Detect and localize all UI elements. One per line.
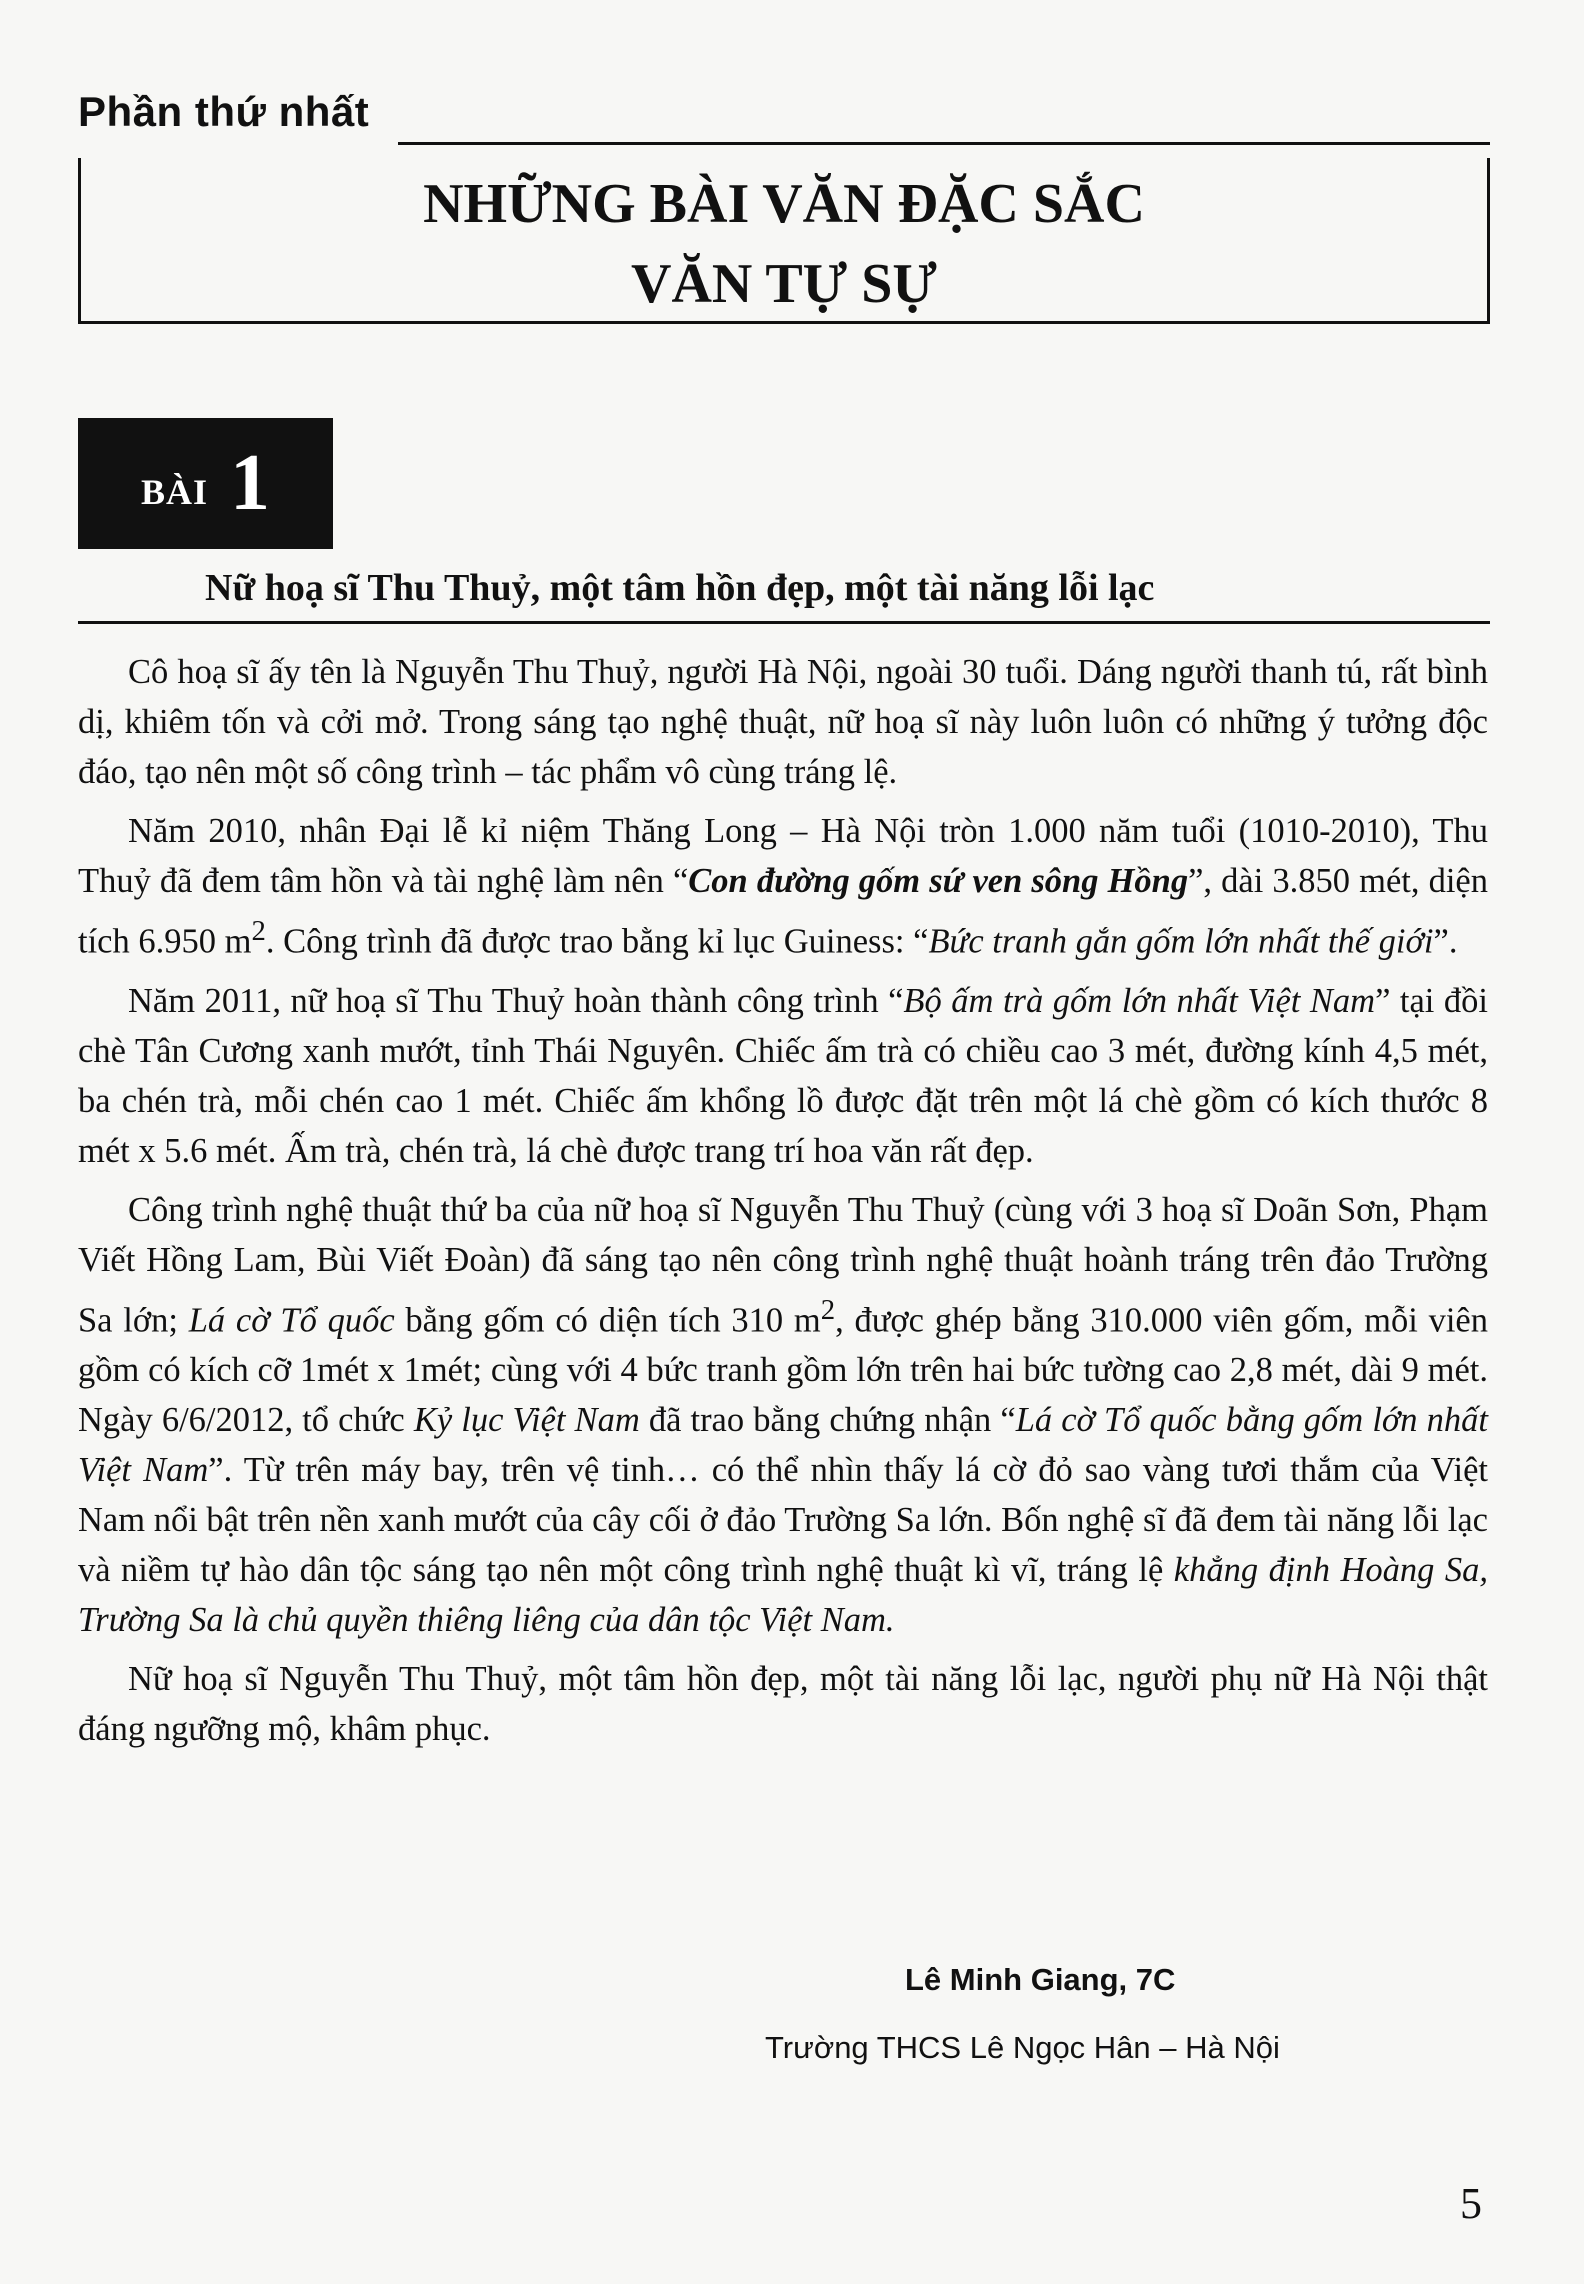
lesson-number: 1 <box>230 439 271 527</box>
section-title-line-2: VĂN TỰ SỰ <box>631 253 937 315</box>
author-name: Lê Minh Giang, 7C <box>905 1962 1176 1997</box>
paragraph-5: Nữ hoạ sĩ Nguyễn Thu Thuỷ, một tâm hồn đẹp, một tài năng lỗi lạc, người phụ nữ Hà Nội thật đáng ngưỡng mộ, khâm phục. <box>78 1660 1488 1748</box>
section-title-box <box>78 158 1490 324</box>
essay-body <box>78 647 1488 1763</box>
paragraph-3: Năm 2011, nữ hoạ sĩ Thu Thuỷ hoàn thành công trình “Bộ ấm trà gốm lớn nhất Việt Nam” tại đồi chè Tân Cương xanh mướt, tỉnh Thái Nguyên. Chiếc ấm trà có chiều cao 3 mét, đường kính 4,5 mét, ba chén trà, mỗi chén cao 1 mét. Chiếc ấm khổng lồ được đặt trên một lá chè gồm có kích thước 8 mét x 5.6 mét. Ấm trà, chén trà, lá chè được trang trí hoa văn rất đẹp. <box>78 981 1489 1170</box>
lesson-badge <box>78 418 333 549</box>
part-label: Phần thứ nhất <box>78 88 370 135</box>
section-title-line-1: NHỮNG BÀI VĂN ĐẶC SẮC <box>423 173 1145 235</box>
page-number: 5 <box>1460 2179 1482 2228</box>
part-divider <box>398 142 1490 145</box>
essay-title: Nữ hoạ sĩ Thu Thuỷ, một tâm hồn đẹp, một tài năng lỗi lạc <box>205 567 1155 609</box>
author-school: Trường THCS Lê Ngọc Hân – Hà Nội <box>765 2030 1280 2065</box>
lesson-word: BÀI <box>140 471 209 512</box>
title-divider <box>78 621 1490 624</box>
paragraph-4: Công trình nghệ thuật thứ ba của nữ hoạ sĩ Nguyễn Thu Thuỷ (cùng với 3 hoạ sĩ Doãn Sơn, Phạm Viết Hồng Lam, Bùi Viết Đoàn) đã sáng tạo nên công trình nghệ thuật hoành tráng trên đảo Trường Sa lớn; Lá cờ Tổ quốc bằng gốm có diện tích 310 $m^2$, được ghép bằng 310.000 viên gốm, mỗi viên gồm có kích cỡ 1mét x 1mét; cùng với 4 bức tranh gồm lớn trên hai bức tường cao 2,8 mét, dài 9 mét. Ngày 6/6/2012, tổ chức Kỷ lục Việt Nam đã trao bằng chứng nhận “Lá cờ Tổ quốc bằng gốm lớn nhất Việt Nam”. Từ trên máy bay, trên vệ tinh… có thể nhìn thấy lá cờ đỏ sao vàng tươi thắm của Việt Nam nổi bật trên nền xanh mướt của cây cối ở đảo Trường Sa lớn. Bốn nghệ sĩ đã đem tài năng lỗi lạc và niềm tự hào dân tộc sáng tạo nên một công trình nghệ thuật kì vĩ, tráng lệ khẳng định Hoàng Sa, Trường Sa là chủ quyền thiêng liêng của dân tộc Việt Nam. <box>78 1190 1488 1639</box>
paragraph-1: Cô hoạ sĩ ấy tên là Nguyễn Thu Thuỷ, người Hà Nội, ngoài 30 tuổi. Dáng người thanh tú, rất bình dị, khiêm tốn và cởi mở. Trong sáng tạo nghệ thuật, nữ hoạ sĩ này luôn luôn có những ý tưởng độc đáo, tạo nên một số công trình – tác phẩm vô cùng tráng lệ. <box>78 653 1488 791</box>
paragraph-2: Năm 2010, nhân Đại lễ kỉ niệm Thăng Long – Hà Nội tròn 1.000 năm tuổi (1010-2010), Thu Thuỷ đã đem tâm hồn và tài nghệ làm nên “Con đường gốm sứ ven sông Hồng”, dài 3.850 mét, diện tích 6.950 $m^2$. Công trình đã được trao bằng kỉ lục Guiness: “Bức tranh gắn gốm lớn nhất thế giới”. <box>78 812 1488 961</box>
